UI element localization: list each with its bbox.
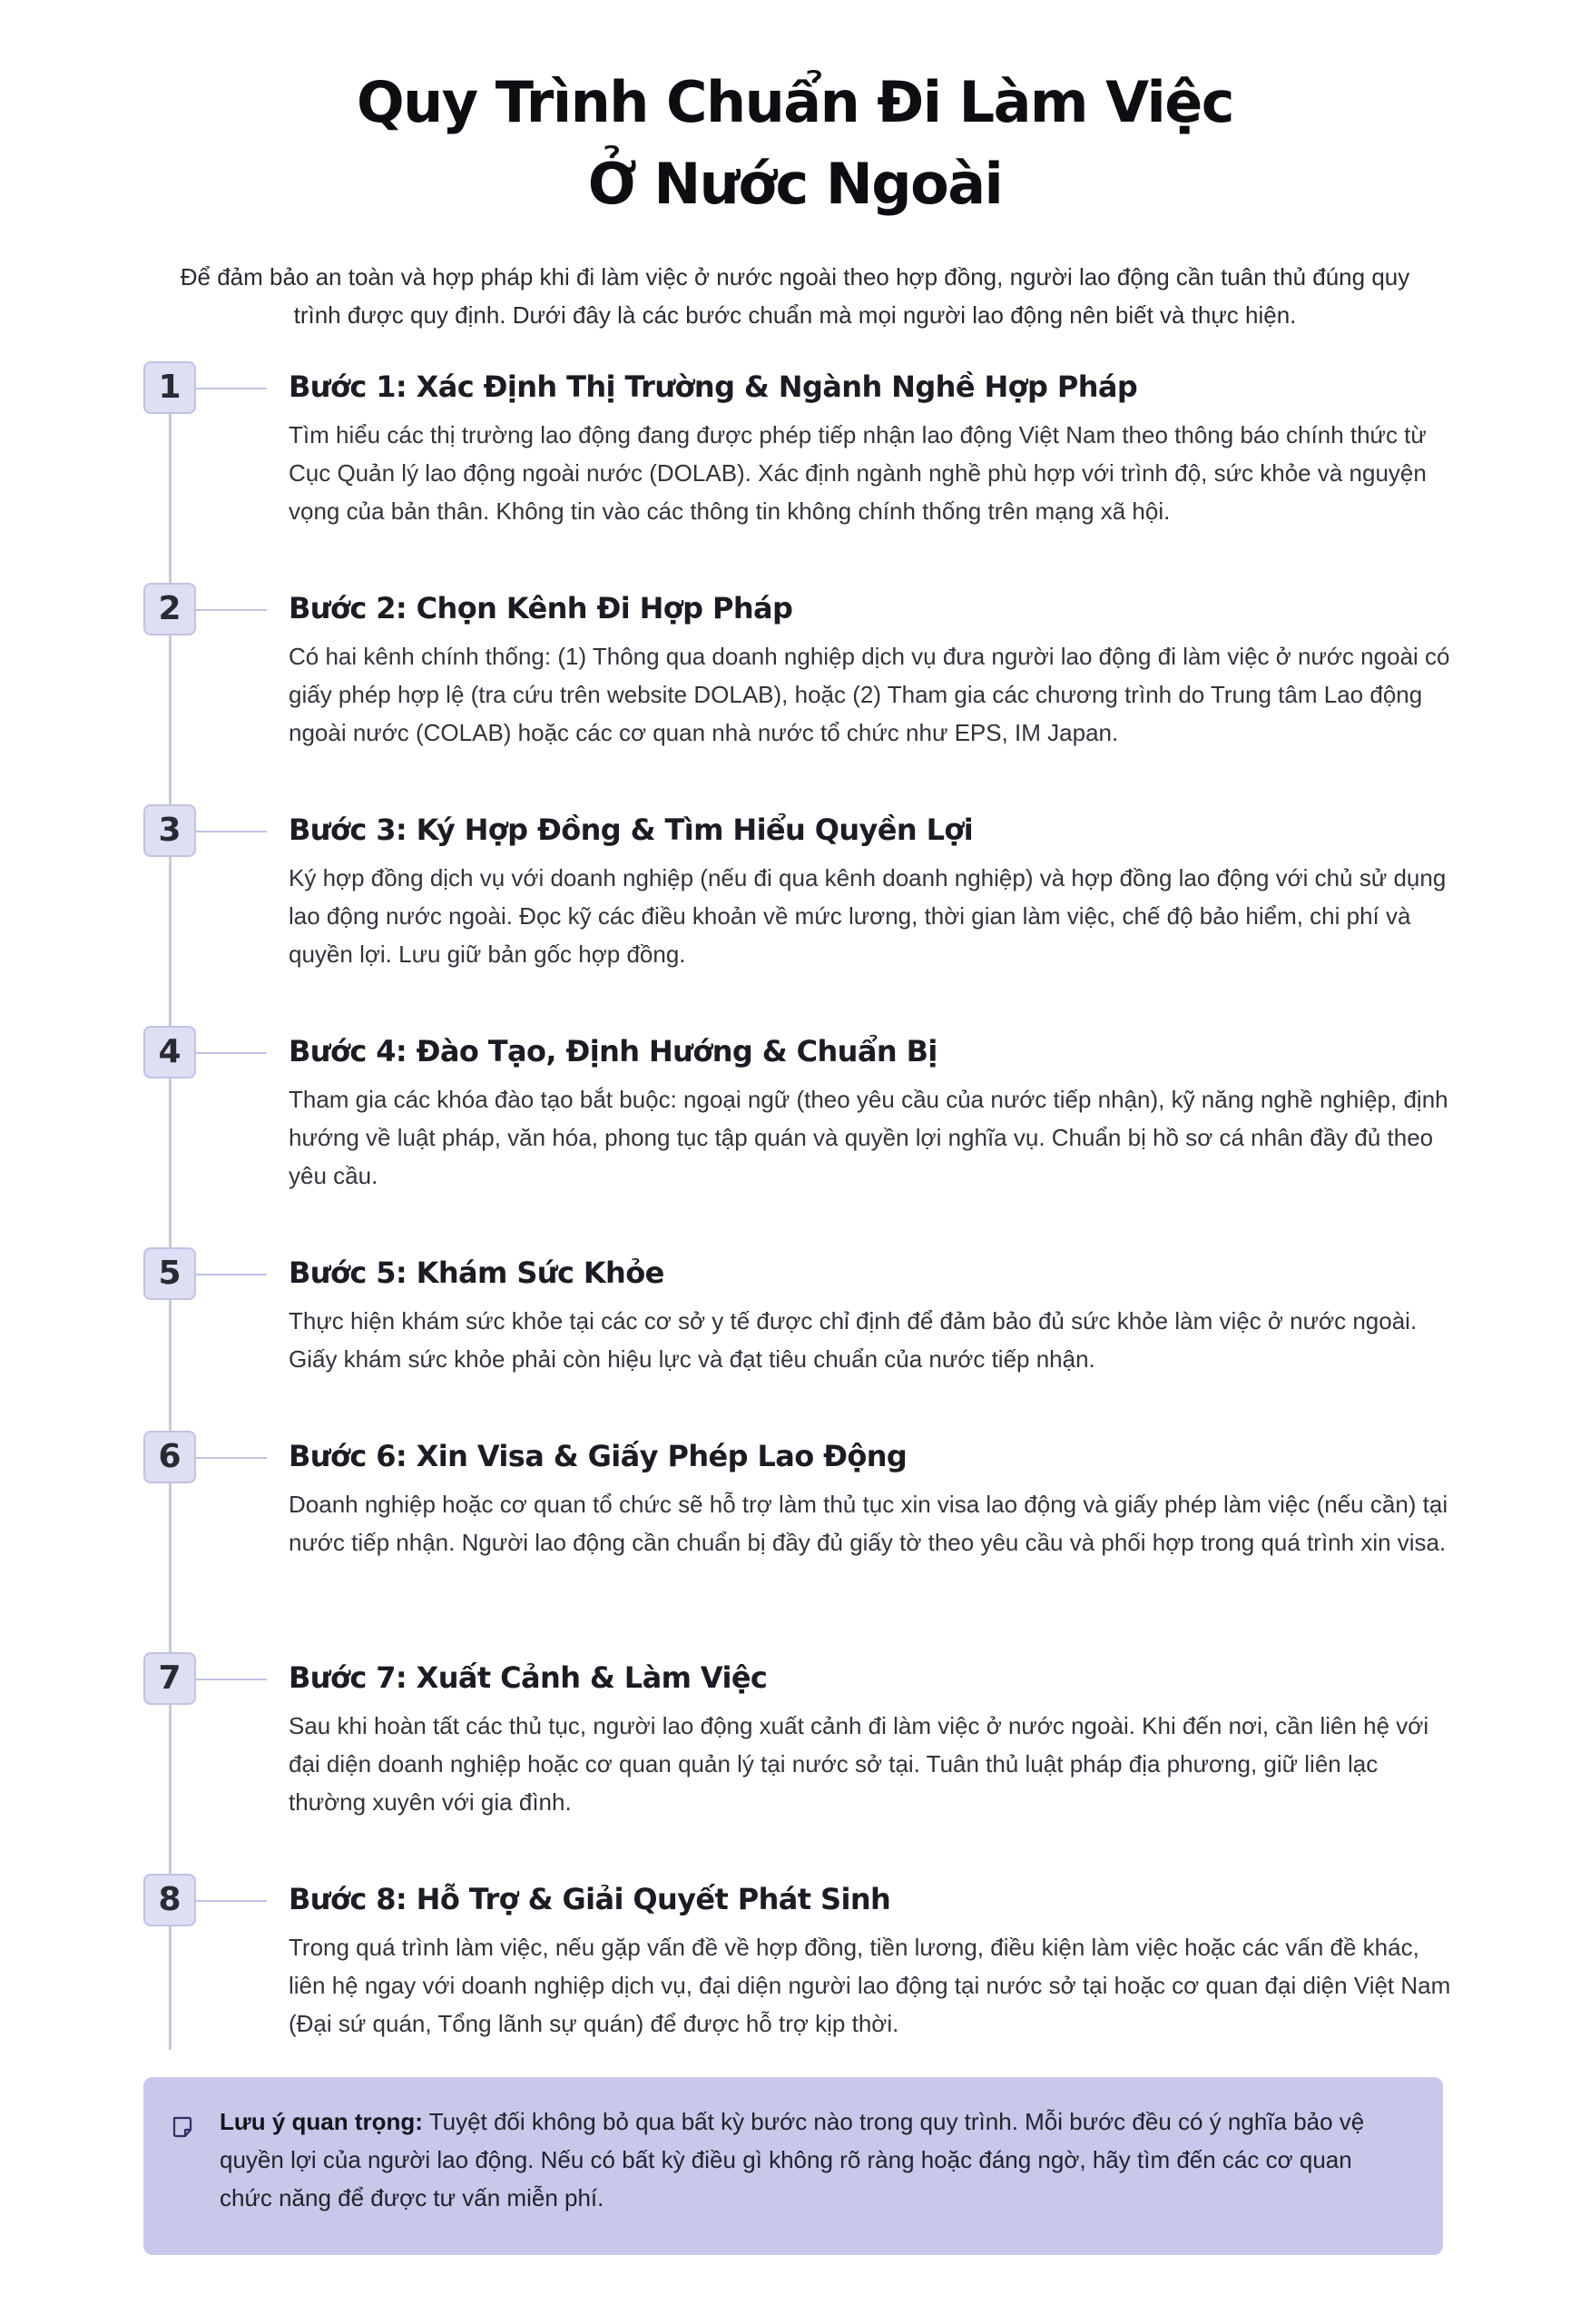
page-title — [0, 62, 1590, 225]
step-connector — [196, 831, 267, 832]
page-title-line-1: Quy Trình Chuẩn Đi Làm Việc — [356, 69, 1234, 135]
step-description: Trong quá trình làm việc, nếu gặp vấn đề về hợp đồng, tiền lương, điều kiện làm việc hoặc các vấn đề khác, liên hệ ngay với doanh nghiệp dịch vụ, đại diện người lao động tại nước sở tại hoặc cơ quan đại diện Việt Nam (Đại sứ quán, Tổng lãnh sự quán) để được hỗ trợ kịp thời. — [289, 1934, 1451, 2037]
step-number-badge: 2 — [143, 583, 196, 635]
step-description: Có hai kênh chính thống: (1) Thông qua doanh nghiệp dịch vụ đưa người lao động đi làm việc ở nước ngoài có giấy phép hợp lệ (tra cứu trên website DOLAB), hoặc (2) Tham gia các chương trình do Trung tâm Lao động ngoài nước (COLAB) hoặc các cơ quan nhà nước tổ chức như EPS, IM Japan. — [289, 643, 1450, 746]
note-label: Lưu ý quan trọng: — [220, 2108, 423, 2135]
important-note — [143, 2077, 1443, 2255]
step-title: Bước 2: Chọn Kênh Đi Hợp Pháp — [289, 591, 793, 625]
step-connector — [196, 1052, 267, 1054]
step-number-badge: 6 — [143, 1431, 196, 1483]
step-connector — [196, 1900, 267, 1902]
note-icon — [171, 2115, 194, 2139]
note-body: Tuyệt đối không bỏ qua bất kỳ bước nào trong quy trình. Mỗi bước đều có ý nghĩa bảo vệ quyền lợi của người lao động. Nếu có bất kỳ điều gì không rõ ràng hoặc đáng ngờ, hãy tìm đến các cơ quan chức năng để được tư vấn miễn phí. — [220, 2108, 1365, 2211]
step-number-badge: 3 — [143, 804, 196, 857]
step-title: Bước 6: Xin Visa & Giấy Phép Lao Động — [289, 1439, 908, 1473]
step-description: Tham gia các khóa đào tạo bắt buộc: ngoại ngữ (theo yêu cầu của nước tiếp nhận), kỹ năng nghề nghiệp, định hướng về luật pháp, văn hóa, phong tục tập quán và quyền lợi nghĩa vụ. Chuẩn bị hồ sơ cá nhân đầy đủ theo yêu cầu. — [289, 1086, 1448, 1189]
step-description: Tìm hiểu các thị trường lao động đang được phép tiếp nhận lao động Việt Nam theo thông báo chính thức từ Cục Quản lý lao động ngoài nước (DOLAB). Xác định ngành nghề phù hợp với trình độ, sức khỏe và nguyện vọng của bản thân. Không tin vào các thông tin không chính thống trên mạng xã hội. — [289, 421, 1427, 525]
step-number-badge: 7 — [143, 1652, 196, 1705]
step-description: Doanh nghiệp hoặc cơ quan tổ chức sẽ hỗ trợ làm thủ tục xin visa lao động và giấy phép làm việc (nếu cần) tại nước tiếp nhận. Người lao động cần chuẩn bị đầy đủ giấy tờ theo yêu cầu và phối hợp trong quá trình xin visa. — [289, 1491, 1448, 1556]
step-connector — [196, 609, 267, 611]
step-number-badge: 8 — [143, 1874, 196, 1926]
step-connector — [196, 388, 267, 389]
page-title-line-2: Ở Nước Ngoài — [587, 151, 1003, 217]
step-description: Sau khi hoàn tất các thủ tục, người lao động xuất cảnh đi làm việc ở nước ngoài. Khi đến nơi, cần liên hệ với đại diện doanh nghiệp hoặc cơ quan quản lý tại nước sở tại. Tuân thủ luật pháp địa phương, giữ liên lạc thường xuyên với gia đình. — [289, 1712, 1429, 1816]
step-title: Bước 4: Đào Tạo, Định Hướng & Chuẩn Bị — [289, 1034, 937, 1068]
step-title: Bước 5: Khám Sức Khỏe — [289, 1256, 664, 1290]
step-number-badge: 4 — [143, 1026, 196, 1078]
note-text — [220, 2102, 1399, 2217]
step-connector — [196, 1457, 267, 1459]
step-connector — [196, 1274, 267, 1275]
step-title: Bước 7: Xuất Cảnh & Làm Việc — [289, 1660, 768, 1695]
step-connector — [196, 1679, 267, 1680]
step-description: Thực hiện khám sức khỏe tại các cơ sở y tế được chỉ định để đảm bảo đủ sức khỏe làm việc ở nước ngoài. Giấy khám sức khỏe phải còn hiệu lực và đạt tiêu chuẩn của nước tiếp nhận. — [289, 1307, 1418, 1373]
step-title: Bước 1: Xác Định Thị Trường & Ngành Nghề Hợp Pháp — [289, 369, 1138, 404]
step-title: Bước 3: Ký Hợp Đồng & Tìm Hiểu Quyền Lợi — [289, 812, 974, 847]
step-description: Ký hợp đồng dịch vụ với doanh nghiệp (nếu đi qua kênh doanh nghiệp) và hợp đồng lao động với chủ sử dụng lao động nước ngoài. Đọc kỹ các điều khoản về mức lương, thời gian làm việc, chế độ bảo hiểm, chi phí và quyền lợi. Lưu giữ bản gốc hợp đồng. — [289, 864, 1447, 968]
step-number-badge: 1 — [143, 361, 196, 414]
intro-paragraph: Để đảm bảo an toàn và hợp pháp khi đi làm việc ở nước ngoài theo hợp đồng, người lao động cần tuân thủ đúng quy trình được quy định. Dưới đây là các bước chuẩn mà mọi người lao động nên biết và thực hiện. — [180, 263, 1410, 329]
step-title: Bước 8: Hỗ Trợ & Giải Quyết Phát Sinh — [289, 1882, 891, 1916]
step-number-badge: 5 — [143, 1247, 196, 1300]
